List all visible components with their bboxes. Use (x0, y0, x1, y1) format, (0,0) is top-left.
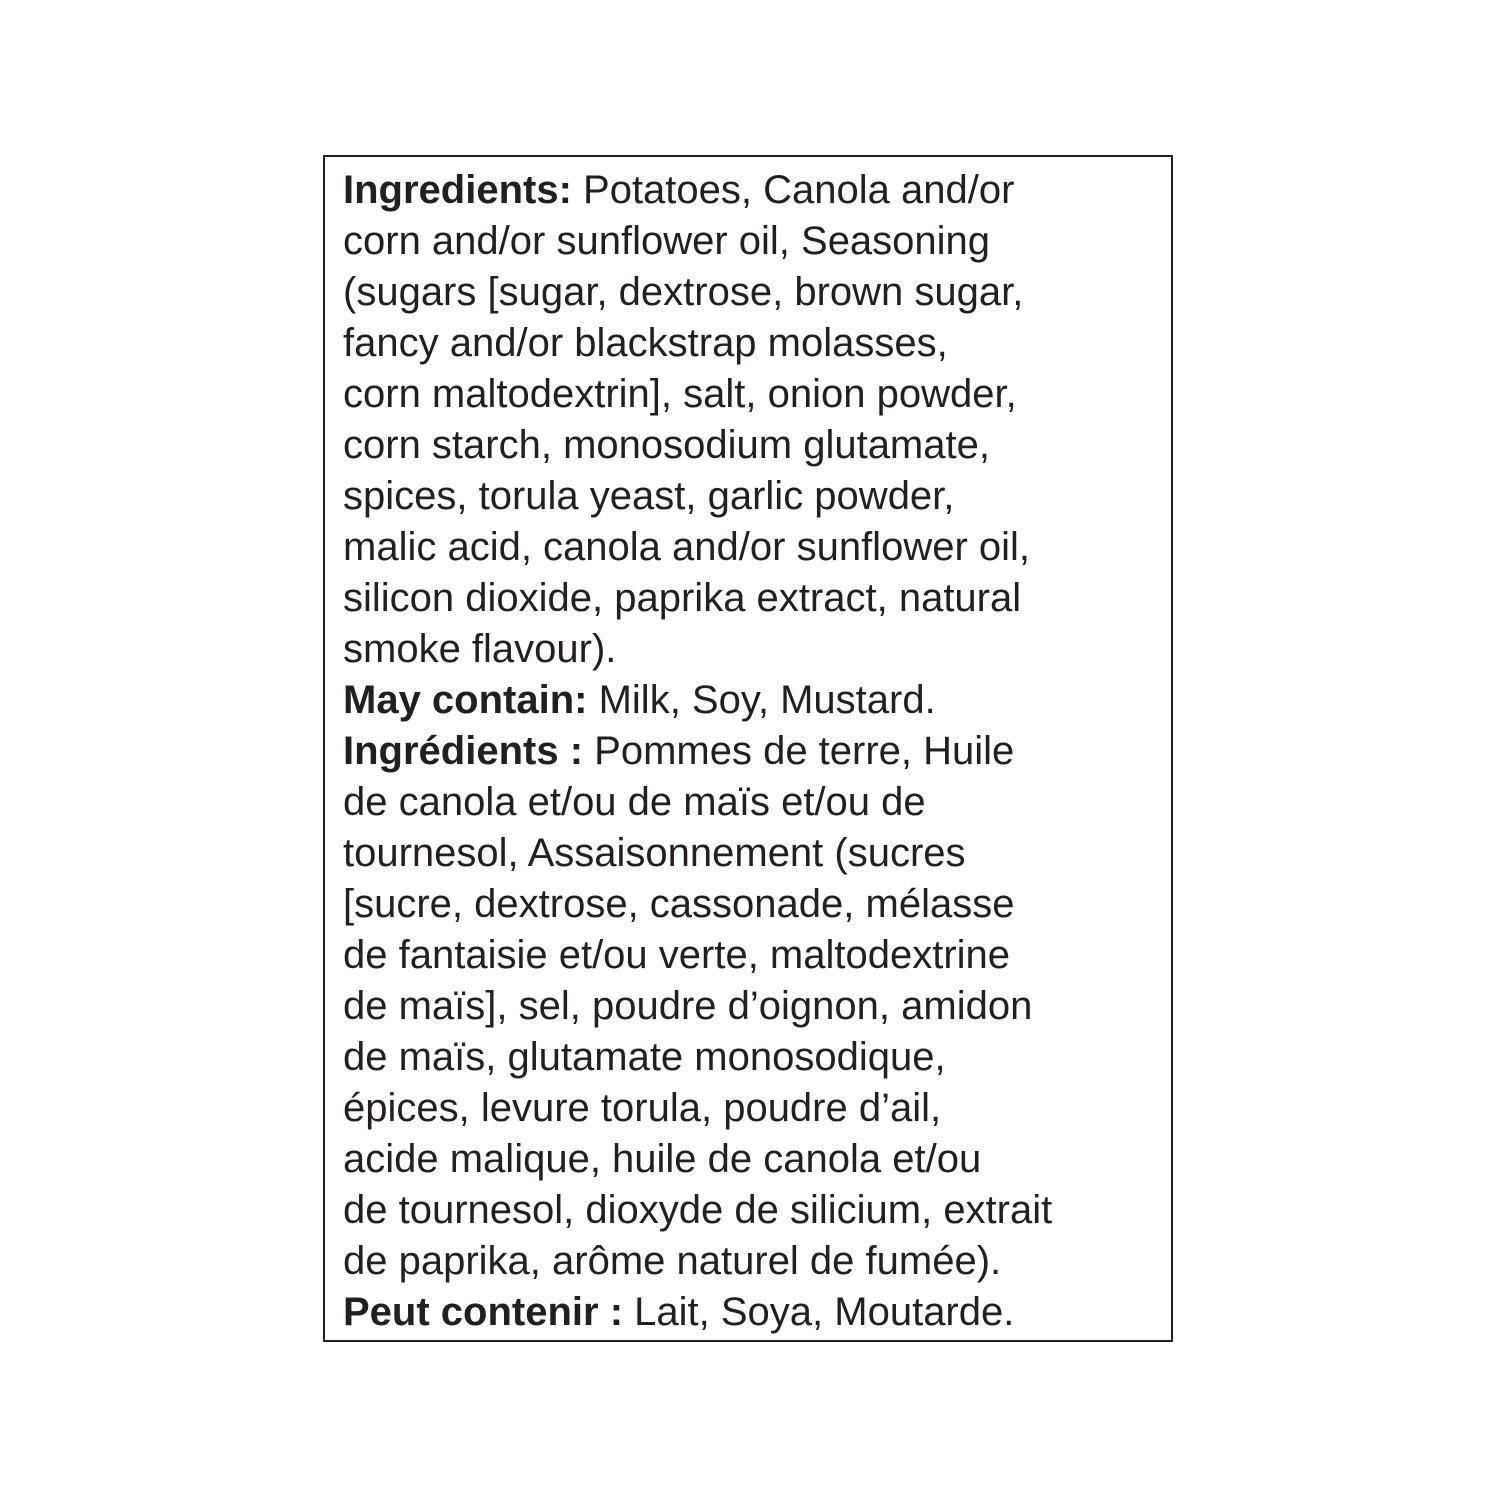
fr-may-contain-heading: Peut contenir : (343, 1290, 624, 1334)
fr-ingredients-line-5: de fantaisie et/ou verte, maltodextrine (343, 933, 1011, 977)
en-ingredients-line-8: malic acid, canola and/or sunflower oil, (343, 525, 1031, 569)
fr-ingredients-line-1 (343, 726, 1158, 777)
en-ingredients-line-2: corn and/or sunflower oil, Seasoning (343, 219, 991, 263)
ingredients-panel (343, 165, 1158, 1338)
fr-ingredients-line-7: de maïs, glutamate monosodique, (343, 1035, 946, 1079)
en-ingredients-text: Potatoes, Canola and/or (571, 168, 1015, 212)
fr-may-contain (343, 1287, 1158, 1338)
en-ingredients-line-3: (sugars [sugar, dextrose, brown sugar, (343, 270, 1024, 314)
fr-may-contain-text: Lait, Soya, Moutarde. (623, 1290, 1015, 1334)
fr-ingredients-line-11: de paprika, arôme naturel de fumée). (343, 1239, 1002, 1283)
en-ingredients-line-5: corn maltodextrin], salt, onion powder, (343, 372, 1017, 416)
fr-ingredients-line-10: de tournesol, dioxyde de silicium, extrait (343, 1188, 1053, 1232)
en-may-contain (343, 675, 1158, 726)
fr-ingredients-line-3: tournesol, Assaisonnement (sucres (343, 831, 966, 875)
fr-ingredients-text: Pommes de terre, Huile (583, 729, 1015, 773)
en-ingredients-line-10: smoke flavour). (343, 627, 617, 671)
fr-ingredients-heading: Ingrédients : (343, 729, 584, 773)
en-ingredients-line-1 (343, 165, 1158, 216)
fr-ingredients-line-2: de canola et/ou de maïs et/ou de (343, 780, 926, 824)
en-ingredients-line-4: fancy and/or blackstrap molasses, (343, 321, 948, 365)
en-may-contain-heading: May contain: (343, 678, 588, 722)
fr-ingredients-line-8: épices, levure torula, poudre d’ail, (343, 1086, 942, 1130)
fr-ingredients-line-6: de maïs], sel, poudre d’oignon, amidon (343, 984, 1033, 1028)
fr-ingredients-line-4: [sucre, dextrose, cassonade, mélasse (343, 882, 1015, 926)
en-ingredients-line-7: spices, torula yeast, garlic powder, (343, 474, 955, 518)
en-ingredients-line-9: silicon dioxide, paprika extract, natural (343, 576, 1022, 620)
fr-ingredients-line-9: acide malique, huile de canola et/ou (343, 1137, 982, 1181)
en-may-contain-text: Milk, Soy, Mustard. (587, 678, 936, 722)
en-ingredients-line-6: corn starch, monosodium glutamate, (343, 423, 990, 467)
en-ingredients-heading: Ingredients: (343, 168, 572, 212)
